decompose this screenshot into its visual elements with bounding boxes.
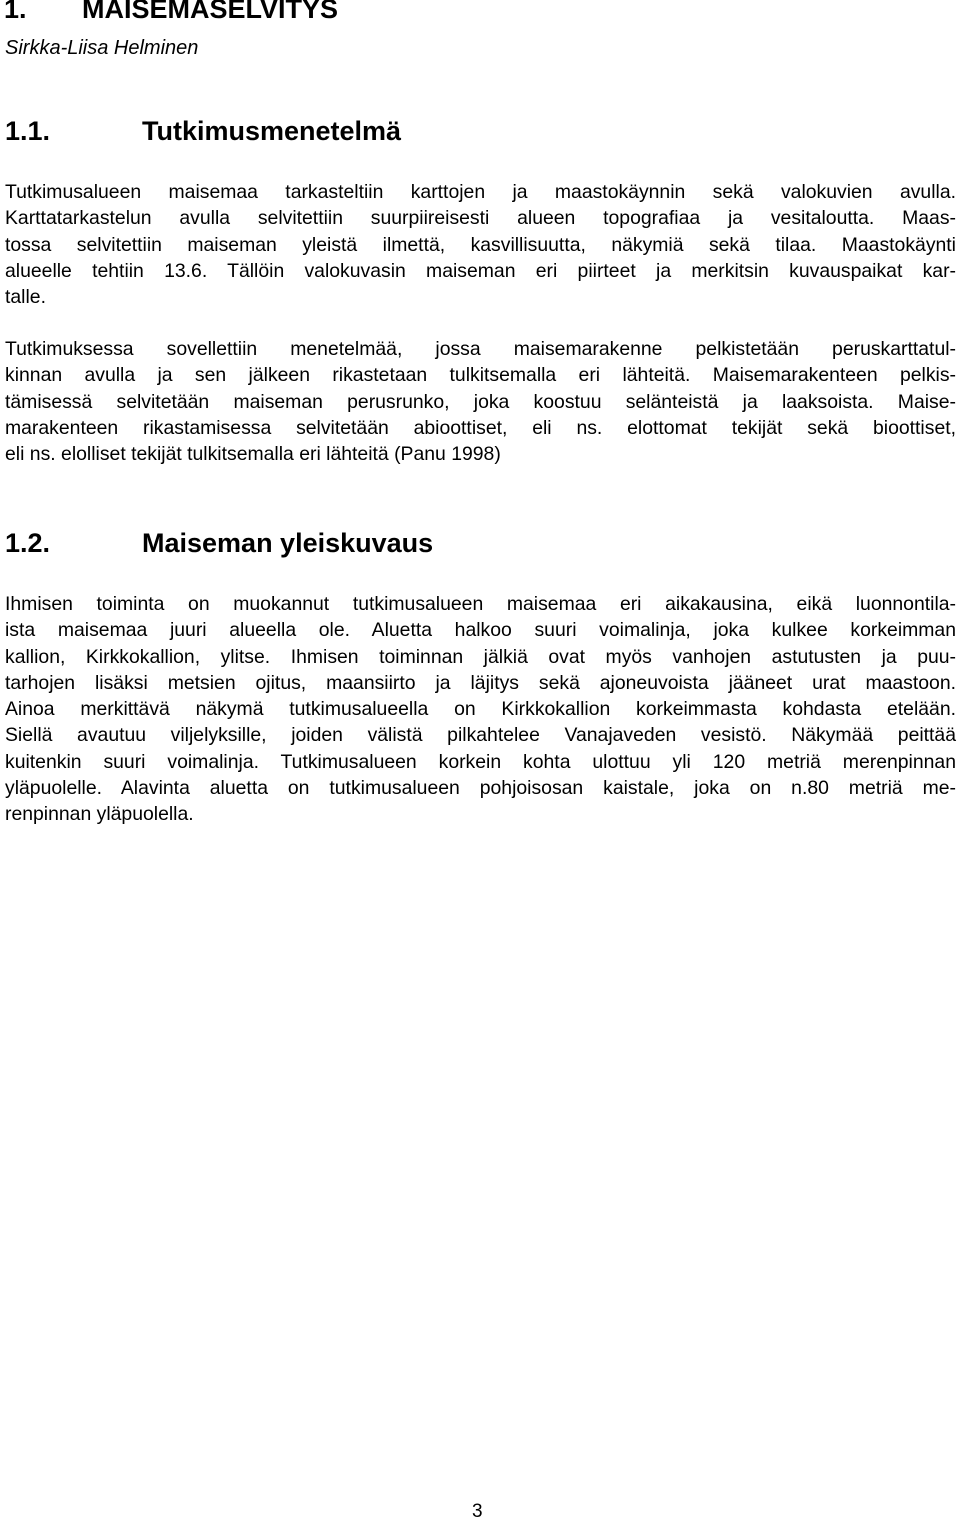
section-title: Tutkimusmenetelmä	[142, 116, 402, 146]
text-line: renpinnan yläpuolella.	[5, 803, 194, 826]
text-line: kinnan avulla ja sen jälkeen rikastetaan tulkitsemalla eri lähteitä. Maisemarakenteen pelkis-	[5, 364, 956, 387]
text-line: Tutkimuksessa sovellettiin menetelmää, jossa maisemarakenne pelkistetään peruskarttatul-	[5, 338, 956, 360]
text-line: kuitenkin suuri voimalinja. Tutkimusalueen korkein kohta ulottuu yli 120 metriä merenpinnan	[5, 750, 956, 773]
section-number: 1.2.	[5, 528, 51, 558]
text-line: Siellä avautuu viljelyksille, joiden välistä pilkahtelee Vanajaveden vesistö. Näkymää peittää	[5, 724, 956, 747]
section-heading-overview	[5, 526, 433, 560]
text-line: yläpuolelle. Alavinta aluetta on tutkimusalueen pohjoisosan kaistale, joka on n.80 metriä me-	[5, 777, 956, 800]
text-line: tarhojen lisäksi metsien ojitus, maansiirto ja läjitys sekä ajoneuvoista jääneet urat maastoon.	[5, 671, 956, 694]
text-line: tossa selvitettiin maiseman yleistä ilmettä, kasvillisuutta, näkymiä sekä tilaa. Maastokäynti	[5, 233, 956, 256]
text-line: Ainoa merkittävä näkymä tutkimusalueella on Kirkkokallion korkeimmasta kohdasta etelään.	[5, 698, 956, 721]
section-heading-methods	[5, 114, 401, 148]
section-title: Maiseman yleiskuvaus	[142, 528, 434, 558]
text-line: kallion, Kirkkokallion, ylitse. Ihmisen toiminnan jälkiä ovat myös vanhojen astutusten ja puu-	[5, 645, 956, 668]
text-line: tämisessä selvitetään maiseman perusrunko, joka koostuu selänteistä ja laaksoista. Maise-	[5, 390, 956, 413]
text-line: Tutkimusalueen maisemaa tarkasteltiin karttojen ja maastokäynnin sekä valokuvien avulla.	[5, 181, 956, 203]
paragraph-overview	[5, 591, 956, 828]
paragraph-methods-2	[5, 336, 956, 467]
page-number: 3	[472, 1501, 483, 1522]
text-line: ista maisemaa juuri alueella ole. Aluetta halkoo suuri voimalinja, joka kulkee korkeimman	[5, 619, 956, 642]
text-line: Ihmisen toiminta on muokannut tutkimusalueen maisemaa eri aikakausina, eikä luonnontila-	[5, 593, 956, 615]
chapter-title: MAISEMASELVITYS	[82, 0, 339, 24]
section-number: 1.1.	[5, 116, 51, 146]
text-line: marakenteen rikastamisessa selvitetään abioottiset, eli ns. elottomat tekijät sekä bioottiset,	[5, 416, 956, 439]
text-line: eli ns. elolliset tekijät tulkitsemalla eri lähteitä (Panu 1998)	[5, 443, 501, 466]
paragraph-methods-1	[5, 179, 956, 310]
text-line: talle.	[5, 286, 46, 309]
text-line: Karttatarkastelun avulla selvitettiin suurpiireisesti alueen topografiaa ja vesitaloutta. Maas-	[5, 207, 956, 230]
chapter-heading	[4, 0, 338, 26]
chapter-number: 1.	[4, 0, 27, 24]
author-name: Sirkka-Liisa Helminen	[5, 37, 199, 59]
text-line: alueelle tehtiin 13.6. Tällöin valokuvasin maiseman eri piirteet ja merkitsin kuvauspaikat kar-	[5, 259, 956, 282]
